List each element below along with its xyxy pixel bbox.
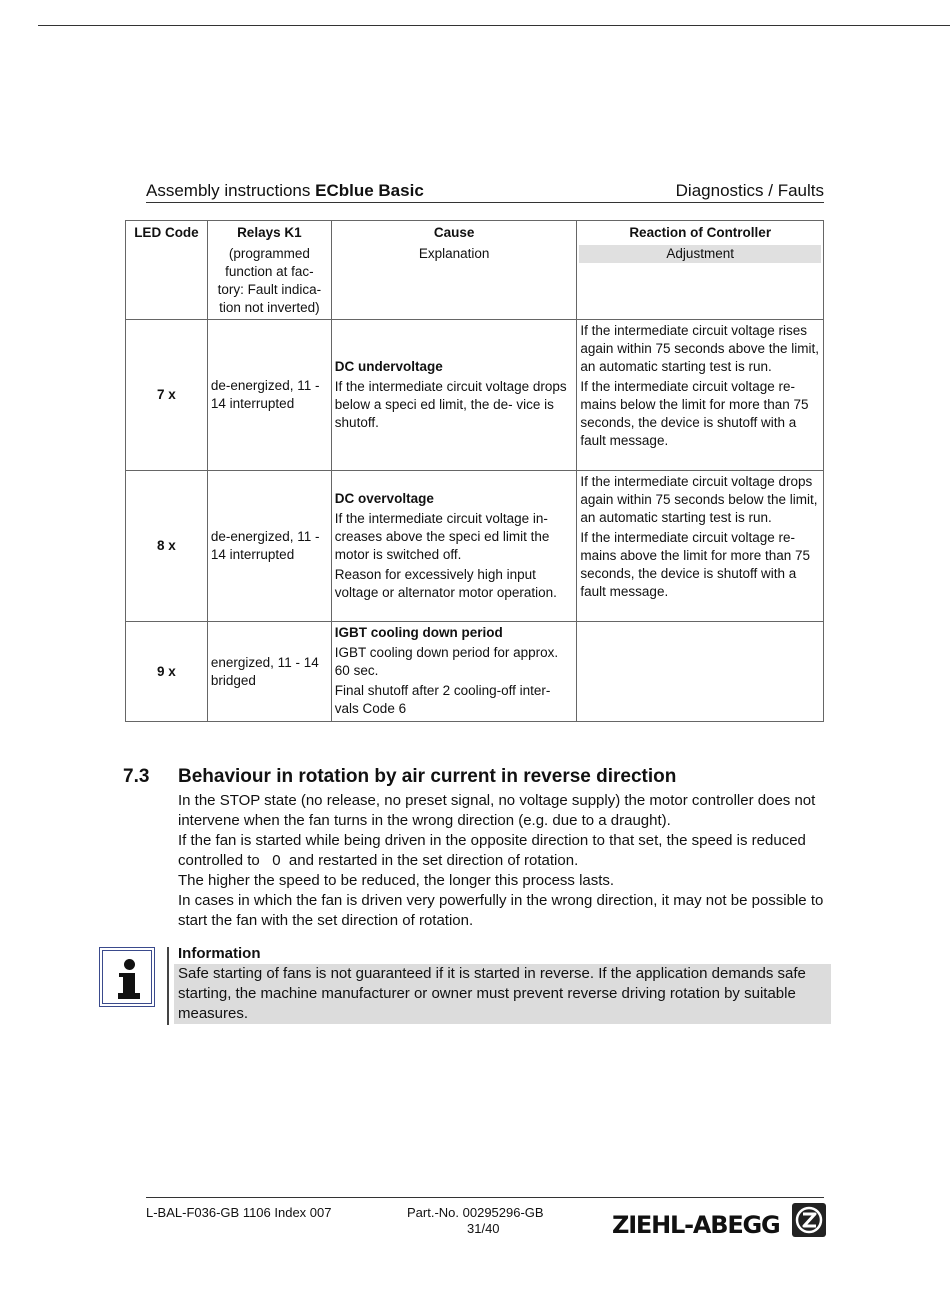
reaction-text: If the intermediate circuit voltage re- mains below the limit for more than 75 seconds, the device is shutoff with a fault message. xyxy=(580,379,809,448)
reaction-text: If the intermediate circuit voltage rises again within 75 seconds above the limit, an automatic starting test is run. xyxy=(580,323,820,374)
reaction-text: If the intermediate circuit voltage re- mains above the limit for more than 75 seconds, the device is shutoff with a fault message. xyxy=(580,530,811,599)
cause-text: If the intermediate circuit voltage drops below a speci ed limit, the de- vice is shutoff. xyxy=(334,379,567,430)
cause-title: IGBT cooling down period xyxy=(334,625,503,640)
cause-cell xyxy=(331,320,577,471)
column-subtitle: Adjustment xyxy=(579,245,821,263)
relay-state: energized, 11 - 14 bridged xyxy=(207,622,331,722)
header-section: Diagnostics / Faults xyxy=(675,181,824,200)
footer-page-number: 31/40 xyxy=(467,1221,500,1236)
paragraph: If the fan is started while being driven in the opposite direction to that set, the speed is reduced controlled to 0 and restarted in the set direction of rotation. xyxy=(178,832,806,869)
paragraph: The higher the speed to be reduced, the longer this process lasts. xyxy=(178,872,615,889)
cause-title: DC undervoltage xyxy=(334,359,443,374)
footer-part-number: Part.-No. 00295296-GB xyxy=(407,1205,544,1220)
information-icon-frame xyxy=(102,950,152,1004)
column-subtitle: (programmed function at fac- tory: Fault indica- tion not inverted) xyxy=(217,246,322,315)
paragraph: In cases in which the fan is driven very powerfully in the wrong direction, it may not be possible to start the fan with the set direction of rotation. xyxy=(178,892,824,929)
reaction-cell xyxy=(577,622,824,722)
header-cell-reaction xyxy=(577,221,824,320)
footer-rule xyxy=(146,1197,824,1198)
cause-text: Final shutoff after 2 cooling-off inter- vals Code 6 xyxy=(334,683,551,716)
information-icon-dot xyxy=(124,959,135,970)
reaction-text: If the intermediate circuit voltage drops again within 75 seconds below the limit, an automatic starting test is run. xyxy=(580,474,818,525)
relay-state: de-energized, 11 - 14 interrupted xyxy=(207,471,331,622)
cause-text: IGBT cooling down period for approx. 60 sec. xyxy=(334,645,559,678)
cause-title: DC overvoltage xyxy=(334,491,434,506)
logo-wordmark: ZIEHL-ABEGG xyxy=(612,1211,780,1239)
table-row xyxy=(126,471,824,622)
led-code: 9 x xyxy=(126,622,208,722)
column-title: Reaction of Controller xyxy=(629,225,772,240)
info-title: Information xyxy=(178,945,261,962)
paragraph: In the STOP state (no release, no preset signal, no voltage supply) the motor controller does not intervene when the fan turns in the wrong direction (e.g. due to a draught). xyxy=(178,792,816,829)
section-number: 7.3 xyxy=(123,766,150,787)
cause-text: If the intermediate circuit voltage in- creases above the speci ed limit the motor is switched off. xyxy=(334,511,550,562)
reaction-cell xyxy=(577,471,824,622)
fault-table xyxy=(125,220,824,722)
header-cell-relays xyxy=(207,221,331,320)
cause-text: Reason for excessively high input voltage or alternator motor operation. xyxy=(334,567,557,600)
company-logo xyxy=(612,1201,826,1241)
logo-emblem-icon xyxy=(792,1203,826,1237)
cause-cell xyxy=(331,471,577,622)
column-title: Relays K1 xyxy=(237,225,302,240)
section-title: Behaviour in rotation by air current in reverse direction xyxy=(178,766,677,787)
cause-cell xyxy=(331,622,577,722)
header-title-prefix: Assembly instructions xyxy=(146,181,311,200)
section-body xyxy=(178,791,828,931)
header-cell-led xyxy=(126,221,208,320)
information-icon-stem xyxy=(123,973,135,995)
column-title: LED Code xyxy=(134,225,199,240)
footer-doc-id: L-BAL-F036-GB 1106 Index 007 xyxy=(146,1205,332,1220)
logo-emblem-glyph xyxy=(792,1203,826,1237)
page-header xyxy=(146,180,824,203)
column-subtitle: Explanation xyxy=(418,246,490,261)
relay-state: de-energized, 11 - 14 interrupted xyxy=(207,320,331,471)
reaction-cell xyxy=(577,320,824,471)
led-code: 7 x xyxy=(126,320,208,471)
header-title xyxy=(146,181,424,201)
header-product: ECblue Basic xyxy=(315,181,424,200)
led-code: 8 x xyxy=(126,471,208,622)
table-header-row xyxy=(126,221,824,320)
table-row xyxy=(126,320,824,471)
info-text: Safe starting of fans is not guaranteed if it is started in reverse. If the application demands safe starting, the machine manufacturer or owner must prevent reverse driving rotation by suitable measures. xyxy=(174,964,831,1024)
info-divider xyxy=(167,947,169,1025)
information-icon xyxy=(99,947,155,1007)
column-title: Cause xyxy=(433,225,475,240)
information-icon-base xyxy=(118,993,140,999)
table-row xyxy=(126,622,824,722)
top-rule xyxy=(38,25,950,26)
header-cell-cause xyxy=(331,221,577,320)
